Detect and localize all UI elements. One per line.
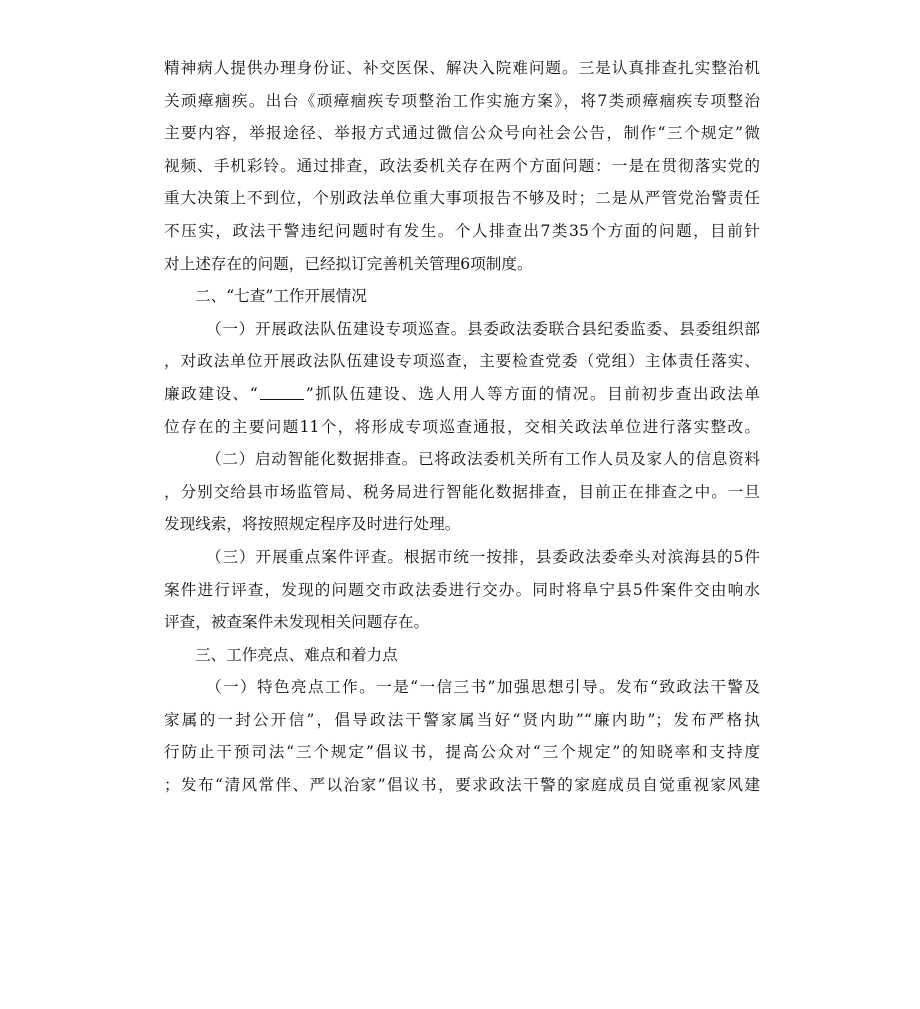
text-line: 行防止干预司法“三个规定”倡议书，提高公众对“三个规定”的知晓率和支持度 (164, 743, 760, 762)
text-line: 二、“七查”工作开展情况 (195, 287, 367, 306)
text-line: （三）开展重点案件评查。根据市统一按排，县委政法委牵头对滨海县的5件 (206, 547, 760, 566)
text-line: ，分别交给县市场监管局、税务局进行智能化数据排查，目前正在排查之中。一旦 (164, 482, 760, 501)
text-line: 发现线索，将按照规定程序及时进行处理。 (164, 515, 461, 534)
text-line: 案件进行评查，发现的问题交市政法委进行交办。同时将阜宁县5件案件交由响水 (164, 580, 760, 599)
text-segment: 廉政建设、“ (164, 384, 258, 403)
text-line: （二）启动智能化数据排查。已将政法委机关所有工作人员及家人的信息资料 (206, 450, 760, 469)
text-segment: ”抓队伍建设、选人用人等方面的情况。目前初步查出政法单 (305, 384, 760, 403)
text-line: 主要内容，举报途径、举报方式通过微信公众号向社会公告，制作“三个规定”微 (164, 124, 760, 143)
text-line: 不压实，政法干警违纪问题时有发生。个人排查出7类35个方面的问题，目前针 (164, 221, 760, 240)
text-line (164, 378, 760, 411)
fill-in-blank (260, 383, 304, 400)
text-line: 视频、手机彩铃。通过排查，政法委机关存在两个方面问题：一是在贯彻落实党的 (164, 156, 760, 175)
text-line: （一）开展政法队伍建设专项巡查。县委政法委联合县纪委监委、县委组织部 (206, 319, 760, 338)
text-line: 家属的一封公开信”，倡导政法干警家属当好“贤内助”“廉内助”；发布严格执 (164, 710, 760, 729)
text-line: ，对政法单位开展政法队伍建设专项巡查，主要检查党委（党组）主体责任落实、 (164, 352, 760, 371)
text-line: 精神病人提供办理身份证、补交医保、解决入院难问题。三是认真排查扎实整治机 (164, 59, 760, 77)
text-line: 位存在的主要问题11个，将形成专项巡查通报，交相关政法单位进行落实整改。 (164, 417, 760, 436)
text-line: 对上述存在的问题，已经拟订完善机关管理6项制度。 (164, 254, 533, 273)
text-line: 重大决策上不到位，个别政法单位重大事项报告不够及时；二是从严管党治警责任 (164, 189, 760, 208)
text-line: 关顽瘴痼疾。出台《顽瘴痼疾专项整治工作实施方案》，将7类顽瘴痼疾专项整治 (164, 91, 760, 110)
text-line: 三、工作亮点、难点和着力点 (195, 645, 398, 664)
text-line: （一）特色亮点工作。一是“一信三书”加强思想引导。发布“致政法干警及 (206, 678, 760, 697)
text-line: 评查，被查案件未发现相关问题存在。 (164, 613, 430, 632)
text-line: ；发布“清风常伴、严以治家”倡议书，要求政法干警的家庭成员自觉重视家风建 (164, 776, 760, 795)
document-body (164, 52, 760, 802)
